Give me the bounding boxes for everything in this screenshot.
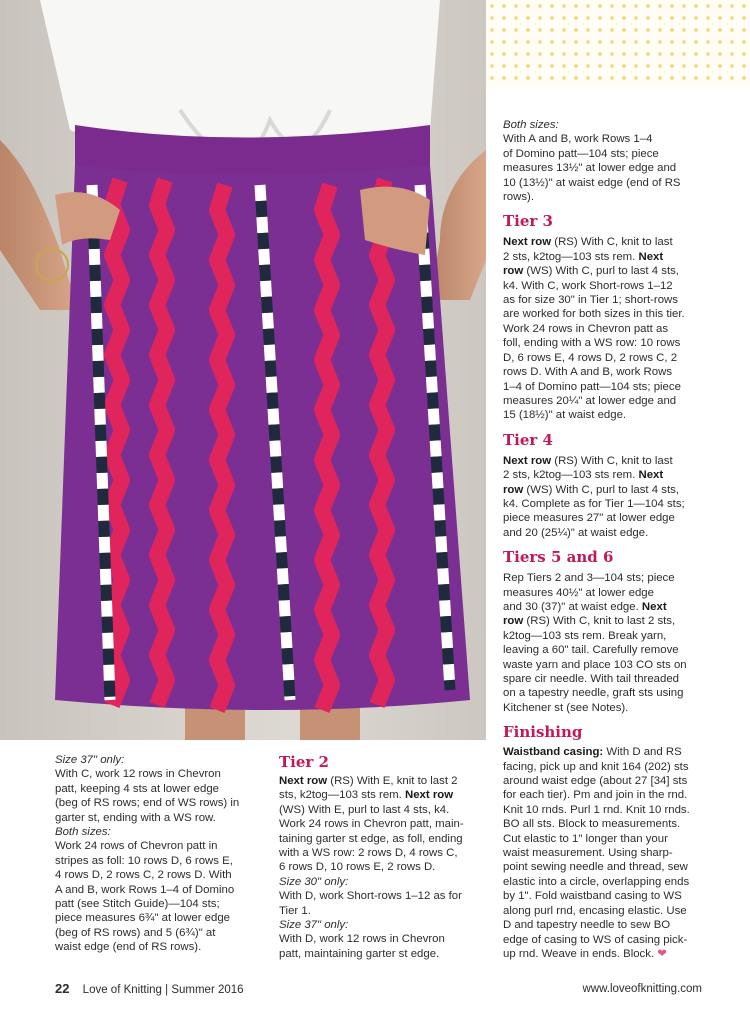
skirt-illustration xyxy=(0,0,486,740)
intro-paragraph: With A and B, work Rows 1–4 of Domino patt—104 sts; piece measures 13½" at lower edge and 10 (13½)" at waist edge (end of RS rows). xyxy=(503,133,681,204)
tier-4-heading: Tier 4 xyxy=(503,430,553,449)
issue-label: | Summer 2016 xyxy=(161,984,244,996)
knit-chevron-skirt-photo xyxy=(0,0,486,740)
size-37-label: Size 37" only: xyxy=(55,754,125,766)
both-sizes-label: Both sizes: xyxy=(503,119,559,131)
footer-url[interactable]: www.loveofknitting.com xyxy=(582,983,702,995)
footer-left xyxy=(55,982,244,997)
right-column xyxy=(503,118,738,961)
finishing-paragraph: Waistband casing: With D and RS facing, pick up and knit 164 (202) sts around waist edge (about 27 [34] sts for each tier). Pm and join in the rnd. Knit 10 rnds. Purl 1 rnd. Knit 10 rnds. BO all sts. Block to measurements. Cut elastic to 1" longer than your waist measurement. Using sharp- point sewing needle and thread, sew elastic into a circle, overlapping ends by 1". Fold waistband casing to WS along purl rnd, encasing elastic. Use D and tapestry needle to sew BO edge of casing to WS of casing pick- up rnd. Weave in ends. Block. ❤ xyxy=(503,746,690,960)
tier-3-heading: Tier 3 xyxy=(503,212,553,231)
tiers-5-6-heading: Tiers 5 and 6 xyxy=(503,548,614,567)
both-sizes-label-left: Both sizes: xyxy=(55,826,111,839)
size-30-label: Size 30" only: xyxy=(279,875,349,888)
page-number: 22 xyxy=(55,981,70,996)
magazine-title: Love of Knitting xyxy=(82,984,162,996)
left-column: Size 37" only: With C, work 12 rows in Chevron patt, keeping 4 sts at lower edge (beg of RS rows; end of WS rows) in garter st, ending with a WS row. Both sizes: Work 24 rows of Chevron patt in stripes as foll: 10 rows D, 6 rows E, 4 rows D, 2 rows C, 2 rows D. With A and B, work Rows 1–4 of Domino patt (see Stitch Guide)—104 sts; piece measures 6¾" at lower edge (beg of RS rows) and 5 (6¾)" at waist edge (end of RS rows). xyxy=(55,753,267,955)
middle-column: Tier 2 Next row (RS) With E, knit to last 2 sts, k2tog—103 sts rem. Next row (WS) With E, purl to last 4 sts, k4. Work 24 rows in Chevron patt, main- taining garter st edge, as foll, ending with a WS row: 2 rows D, 4 rows C, 6 rows D, 10 rows E, 2 rows D. Size 30" only: With D, work Short-rows 1–12 as for Tier 1. Size 37" only: With D, work 12 rows in Chevron patt, maintaining garter st edge. xyxy=(279,753,491,961)
tier-3-paragraph: Next row (RS) With C, knit to last 2 sts, k2tog—103 sts rem. Next row (WS) With C, purl to last 4 sts, k4. With C, work Short-rows 1–12 as for size 30" in Tier 1; short-rows are worked for both sizes in this tier. Work 24 rows in Chevron patt as foll, ending with a WS row: 10 rows D, 6 rows E, 4 rows D, 2 rows C, 2 rows D. With A and B, work Rows 1–4 of Domino patt—104 sts; piece measures 20¼" at lower edge and 15 (18½)" at waist edge. xyxy=(503,236,685,422)
heart-icon: ❤ xyxy=(657,947,667,960)
tier-2-heading: Tier 2 xyxy=(279,753,329,771)
tier-4-paragraph: Next row (RS) With C, knit to last 2 sts, k2tog—103 sts rem. Next row (WS) With C, purl to last 4 sts, k4. Complete as for Tier 1—104 sts; piece measures 27" at lower edge and 20 (25¼)" at waist edge. xyxy=(503,454,685,539)
size-37-label-middle: Size 37" only: xyxy=(279,919,349,932)
decorative-dot-pattern xyxy=(486,0,750,88)
finishing-heading: Finishing xyxy=(503,723,583,742)
tiers-5-6-paragraph: Rep Tiers 2 and 3—104 sts; piece measures 40½" at lower edge and 30 (37)" at waist edge. Next row (RS) With C, knit to last 2 sts, k2tog—103 sts rem. Break yarn, leaving a 60" tail. Carefully remove waste yarn and place 103 CO sts on spare cir needle. With tail threaded on a tapestry needle, graft sts using Kitchener st (see Notes). xyxy=(503,572,687,714)
